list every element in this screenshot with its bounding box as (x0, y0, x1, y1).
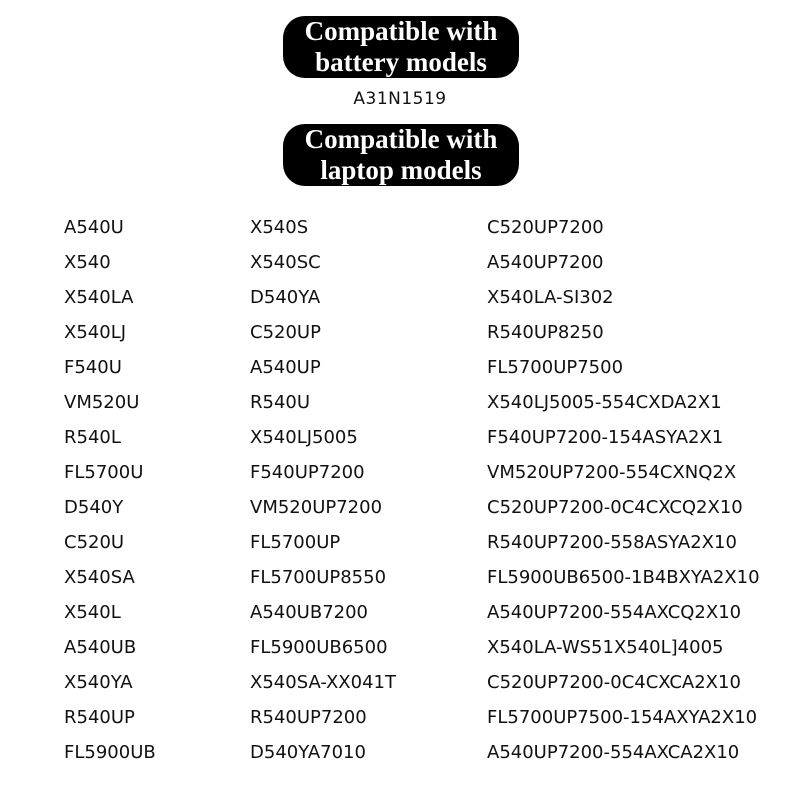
laptop-model-item: A540UP7200 (487, 252, 604, 273)
laptop-model-item: R540UP7200 (250, 707, 367, 728)
laptop-model-item: X540LJ5005-554CXDA2X1 (487, 392, 722, 413)
battery-model-code: A31N1519 (353, 89, 447, 109)
laptop-model-item: X540LJ (64, 322, 127, 343)
laptop-models-column-2 (250, 210, 396, 770)
laptop-model-item: X540LA (64, 287, 134, 308)
battery-models-header (283, 16, 519, 78)
laptop-model-item: FL5700U (64, 462, 144, 483)
laptop-model-item: R540UP8250 (487, 322, 604, 343)
laptop-model-item: A540UB (64, 637, 137, 658)
laptop-model-item: X540 (64, 252, 111, 273)
laptop-model-item: FL5900UB6500 (250, 637, 388, 658)
laptop-model-item: F540UP7200 (250, 462, 365, 483)
laptop-model-item: FL5900UB (64, 742, 156, 763)
laptop-model-item: A540UP7200-554AXCQ2X10 (487, 602, 742, 623)
laptop-model-item: X540LA-WS51X540L]4005 (487, 637, 724, 658)
laptop-model-item: VM520UP7200-554CXNQ2X (487, 462, 737, 483)
laptop-model-item: A540U (64, 217, 124, 238)
laptop-model-item: C520U (64, 532, 125, 553)
laptop-model-item: X540SA-XX041T (250, 672, 396, 693)
laptop-header-line1: Compatible with (304, 124, 498, 154)
laptop-model-item: F540U (64, 357, 122, 378)
laptop-model-item: X540SA (64, 567, 135, 588)
laptop-model-item: R540UP7200-558ASYA2X10 (487, 532, 737, 553)
laptop-model-item: D540YA7010 (250, 742, 366, 763)
laptop-header-line2: laptop models (320, 155, 482, 185)
laptop-model-item: FL5900UB6500-1B4BXYA2X10 (487, 567, 760, 588)
laptop-model-item: X540YA (64, 672, 133, 693)
laptop-model-item: D540YA (250, 287, 321, 308)
laptop-model-item: C520UP7200-0C4CXCQ2X10 (487, 497, 743, 518)
laptop-model-item: R540UP (64, 707, 135, 728)
laptop-models-header (283, 124, 519, 186)
laptop-model-item: D540Y (64, 497, 124, 518)
laptop-model-item: FL5700UP7500 (487, 357, 624, 378)
laptop-model-item: R540L (64, 427, 121, 448)
laptop-models-column-1 (64, 210, 156, 770)
laptop-model-item: FL5700UP8550 (250, 567, 387, 588)
laptop-model-item: VM520U (64, 392, 140, 413)
laptop-model-item: X540LA-SI302 (487, 287, 614, 308)
laptop-models-column-3 (487, 210, 760, 770)
battery-header-line1: Compatible with (304, 16, 498, 46)
laptop-model-item: F540UP7200-154ASYA2X1 (487, 427, 724, 448)
laptop-model-item: A540UP7200-554AXCA2X10 (487, 742, 740, 763)
battery-header-line2: battery models (315, 47, 487, 77)
laptop-model-item: X540S (250, 217, 309, 238)
laptop-model-item: X540SC (250, 252, 321, 273)
laptop-model-item: X540LJ5005 (250, 427, 358, 448)
laptop-model-item: C520UP7200 (487, 217, 604, 238)
laptop-model-item: FL5700UP (250, 532, 341, 553)
laptop-model-item: VM520UP7200 (250, 497, 383, 518)
laptop-model-item: X540L (64, 602, 121, 623)
laptop-model-item: FL5700UP7500-154AXYA2X10 (487, 707, 758, 728)
laptop-model-item: A540UB7200 (250, 602, 369, 623)
laptop-model-item: C520UP (250, 322, 321, 343)
laptop-model-item: C520UP7200-0C4CXCA2X10 (487, 672, 741, 693)
laptop-model-item: A540UP (250, 357, 321, 378)
laptop-model-item: R540U (250, 392, 311, 413)
